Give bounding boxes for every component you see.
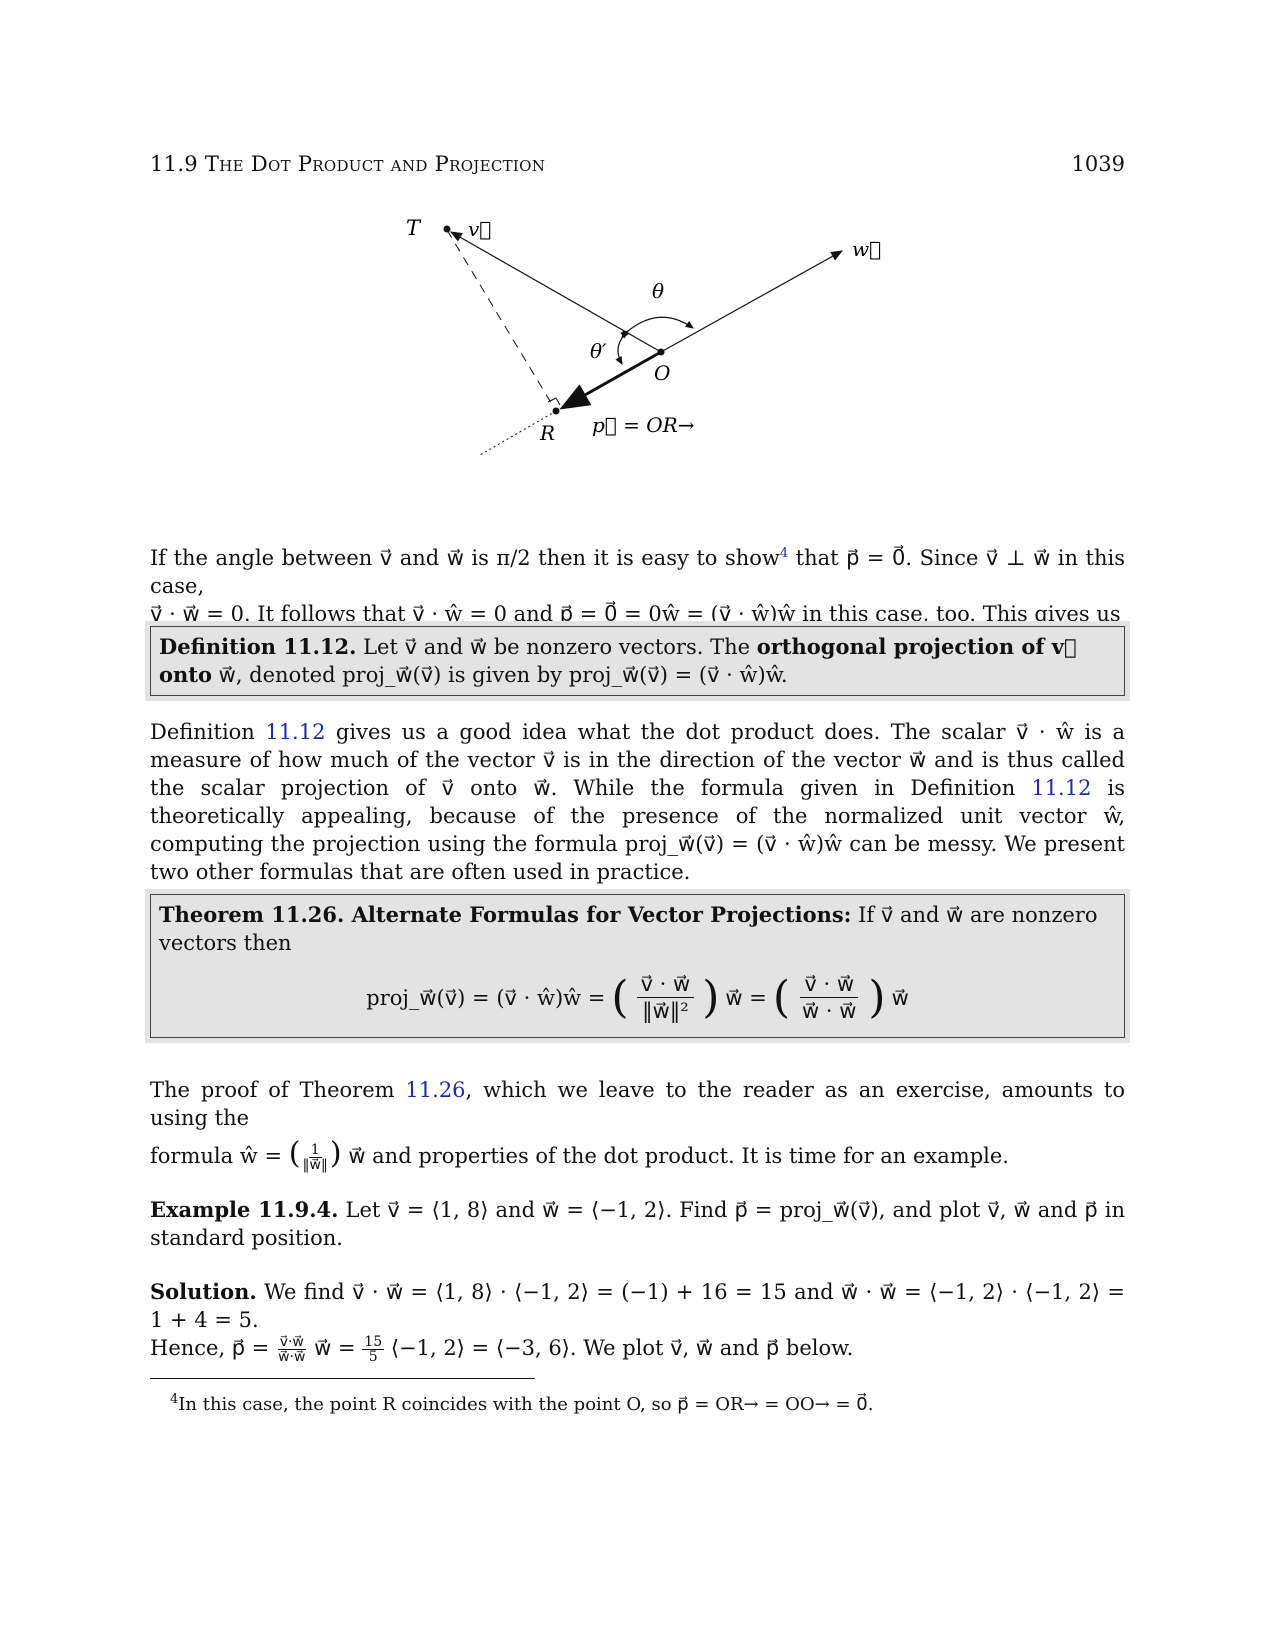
example-paragraph	[150, 1196, 1125, 1252]
para3-text-a: The proof of Theorem	[150, 1078, 406, 1102]
vector-p	[562, 352, 661, 408]
definition-box	[150, 626, 1125, 696]
para3-text-d: w⃗ and properties of the dot product. It is time for an example.	[341, 1144, 1009, 1168]
ref-definition-11-12-second[interactable]: 11.12	[1031, 776, 1092, 800]
ref-definition-11-12[interactable]: 11.12	[265, 720, 326, 744]
fraction-2-num: v⃗ · w⃗	[800, 971, 858, 998]
unit-fraction-den: ‖w⃗‖	[302, 1157, 328, 1173]
definition-text-b: w⃗, denoted proj_w⃗(v⃗) is given by proj_w⃗(v⃗) = (v⃗ · ŵ)ŵ.	[211, 663, 788, 687]
solution-fraction-2	[362, 1335, 384, 1364]
solution-line2-a: Hence, p⃗ =	[150, 1336, 270, 1360]
page-number: 1039	[1071, 152, 1125, 176]
formula-lhs: proj_w⃗(v⃗) = (v⃗ · ŵ)ŵ =	[366, 985, 606, 1010]
label-theta: θ	[652, 279, 665, 303]
footnote-mark: 4	[170, 1392, 179, 1407]
theorem-text: If v⃗ and w⃗ are nonzero vectors then	[159, 903, 1098, 955]
footnote-text: In this case, the point R coincides with the point O, so p⃗ = OR→ = OO→ = 0⃗.	[178, 1394, 874, 1415]
paren-close: )	[702, 971, 720, 1023]
label-theta-prime: θ′	[590, 339, 607, 363]
scalar-projection-paragraph	[150, 718, 1125, 886]
footnote	[170, 1388, 873, 1417]
footnote-rule	[150, 1378, 535, 1379]
footnote-ref-4[interactable]: 4	[779, 546, 789, 561]
point-R	[553, 408, 560, 415]
para2-text-b: gives us a good idea what the dot product does. The scalar v⃗ · ŵ is a measure of how much of the vector v⃗ is in the direction of the vector w⃗ and is thus called the scalar projection of v⃗ onto w⃗. While the formula given in Definition	[150, 720, 1126, 800]
ref-theorem-11-26[interactable]: 11.26	[405, 1078, 466, 1102]
formula-end: w⃗	[891, 985, 909, 1010]
right-angle-marker	[548, 398, 560, 405]
definition-label: Definition 11.12.	[159, 634, 357, 659]
solution-fraction-1-den: w⃗·w⃗	[278, 1349, 306, 1365]
vector-w	[661, 251, 842, 352]
fraction-2	[798, 971, 860, 1024]
example-label: Example 11.9.4.	[150, 1197, 339, 1222]
solution-line1: We find v⃗ · w⃗ = ⟨1, 8⟩ · ⟨−1, 2⟩ = (−1) + 16 = 15 and w⃗ · w⃗ = ⟨−1, 2⟩ · ⟨−1, 2⟩ = 1 + 4 = 5.	[150, 1280, 1125, 1332]
paren-open: (	[611, 971, 629, 1023]
label-R: R	[540, 421, 556, 445]
perpendicular-dashed	[447, 230, 556, 411]
formula-mid: w⃗ =	[725, 985, 767, 1010]
label-v: v⃗	[468, 217, 492, 241]
example-text: Let v⃗ = ⟨1, 8⟩ and w⃗ = ⟨−1, 2⟩. Find p⃗ = proj_w⃗(v⃗), and plot v⃗, w⃗ and p⃗ in standard position.	[150, 1198, 1125, 1250]
point-T	[444, 226, 451, 233]
para2-text-c: is theoretically appealing, because of the presence of the normalized unit vector ŵ, computing the projection using the formula proj_w⃗(v⃗) = (v⃗ · ŵ)ŵ can be messy. We present two other formulas that are often used in practice.	[150, 776, 1126, 884]
paren-close-2: )	[868, 971, 886, 1023]
para3-text-c: formula ŵ =	[150, 1144, 283, 1168]
solution-label: Solution.	[150, 1279, 257, 1304]
angle-theta-prime-arc	[618, 338, 622, 364]
definition-term: orthogonal projection of v⃗ onto	[159, 634, 1077, 687]
para3-paren-open: (	[288, 1136, 301, 1171]
label-p-equals-OR: p⃗ = OR→	[592, 413, 695, 437]
theorem-box	[150, 894, 1125, 1038]
proof-paragraph	[150, 1076, 1125, 1176]
fraction-2-den: w⃗ · w⃗	[802, 999, 857, 1023]
intro-paragraph	[150, 540, 1125, 628]
intro-line1a: If the angle between v⃗ and w⃗ is π/2 then it is easy to show	[150, 546, 780, 570]
fraction-1-den: ‖w⃗‖²	[642, 999, 689, 1023]
point-O	[658, 349, 665, 356]
paren-open-2: (	[772, 971, 790, 1023]
para3-paren-close: )	[329, 1136, 342, 1171]
fraction-1	[637, 971, 695, 1024]
solution-fraction-1	[276, 1335, 307, 1364]
fraction-1-num: v⃗ · w⃗	[637, 971, 695, 998]
solution-fraction-1-num: v⃗·w⃗	[279, 1334, 304, 1350]
para2-text-a: Definition	[150, 720, 266, 744]
solution-fraction-2-num: 15	[364, 1334, 383, 1350]
label-w: w⃗	[852, 237, 882, 261]
solution-line2-c: ⟨−1, 2⟩ = ⟨−3, 6⟩. We plot v⃗, w⃗ and p⃗ below.	[390, 1336, 854, 1360]
label-T: T	[406, 216, 421, 240]
angle-theta-arc	[628, 317, 693, 331]
theorem-label: Theorem 11.26. Alternate Formulas for Vector Projections:	[159, 902, 852, 927]
para3-text-b: , which we leave to the reader as an exercise, amounts to using the	[150, 1078, 1125, 1130]
theorem-formula	[159, 971, 1116, 1024]
projection-diagram	[0, 0, 1275, 480]
running-header-title: 11.9 The Dot Product and Projection	[150, 152, 546, 176]
vector-v	[451, 232, 661, 352]
solution-paragraph	[150, 1278, 1125, 1364]
intro-line1b: that p⃗ = 0⃗. Since v⃗ ⊥ w⃗ in this case,	[150, 546, 1126, 598]
solution-line2-b: w⃗ =	[314, 1336, 356, 1360]
solution-fraction-2-den: 5	[368, 1349, 378, 1365]
definition-text-a: Let v⃗ and w⃗ be nonzero vectors. The	[356, 635, 757, 659]
intro-line2: v⃗ · w⃗ = 0. It follows that v⃗ · ŵ = 0 and p⃗ = 0⃗ = 0ŵ = (v⃗ · ŵ)ŵ in this case, too. This gives us	[150, 602, 1121, 626]
unit-vector-fraction	[300, 1143, 329, 1172]
label-O: O	[654, 361, 671, 385]
unit-fraction-num: 1	[310, 1142, 320, 1158]
